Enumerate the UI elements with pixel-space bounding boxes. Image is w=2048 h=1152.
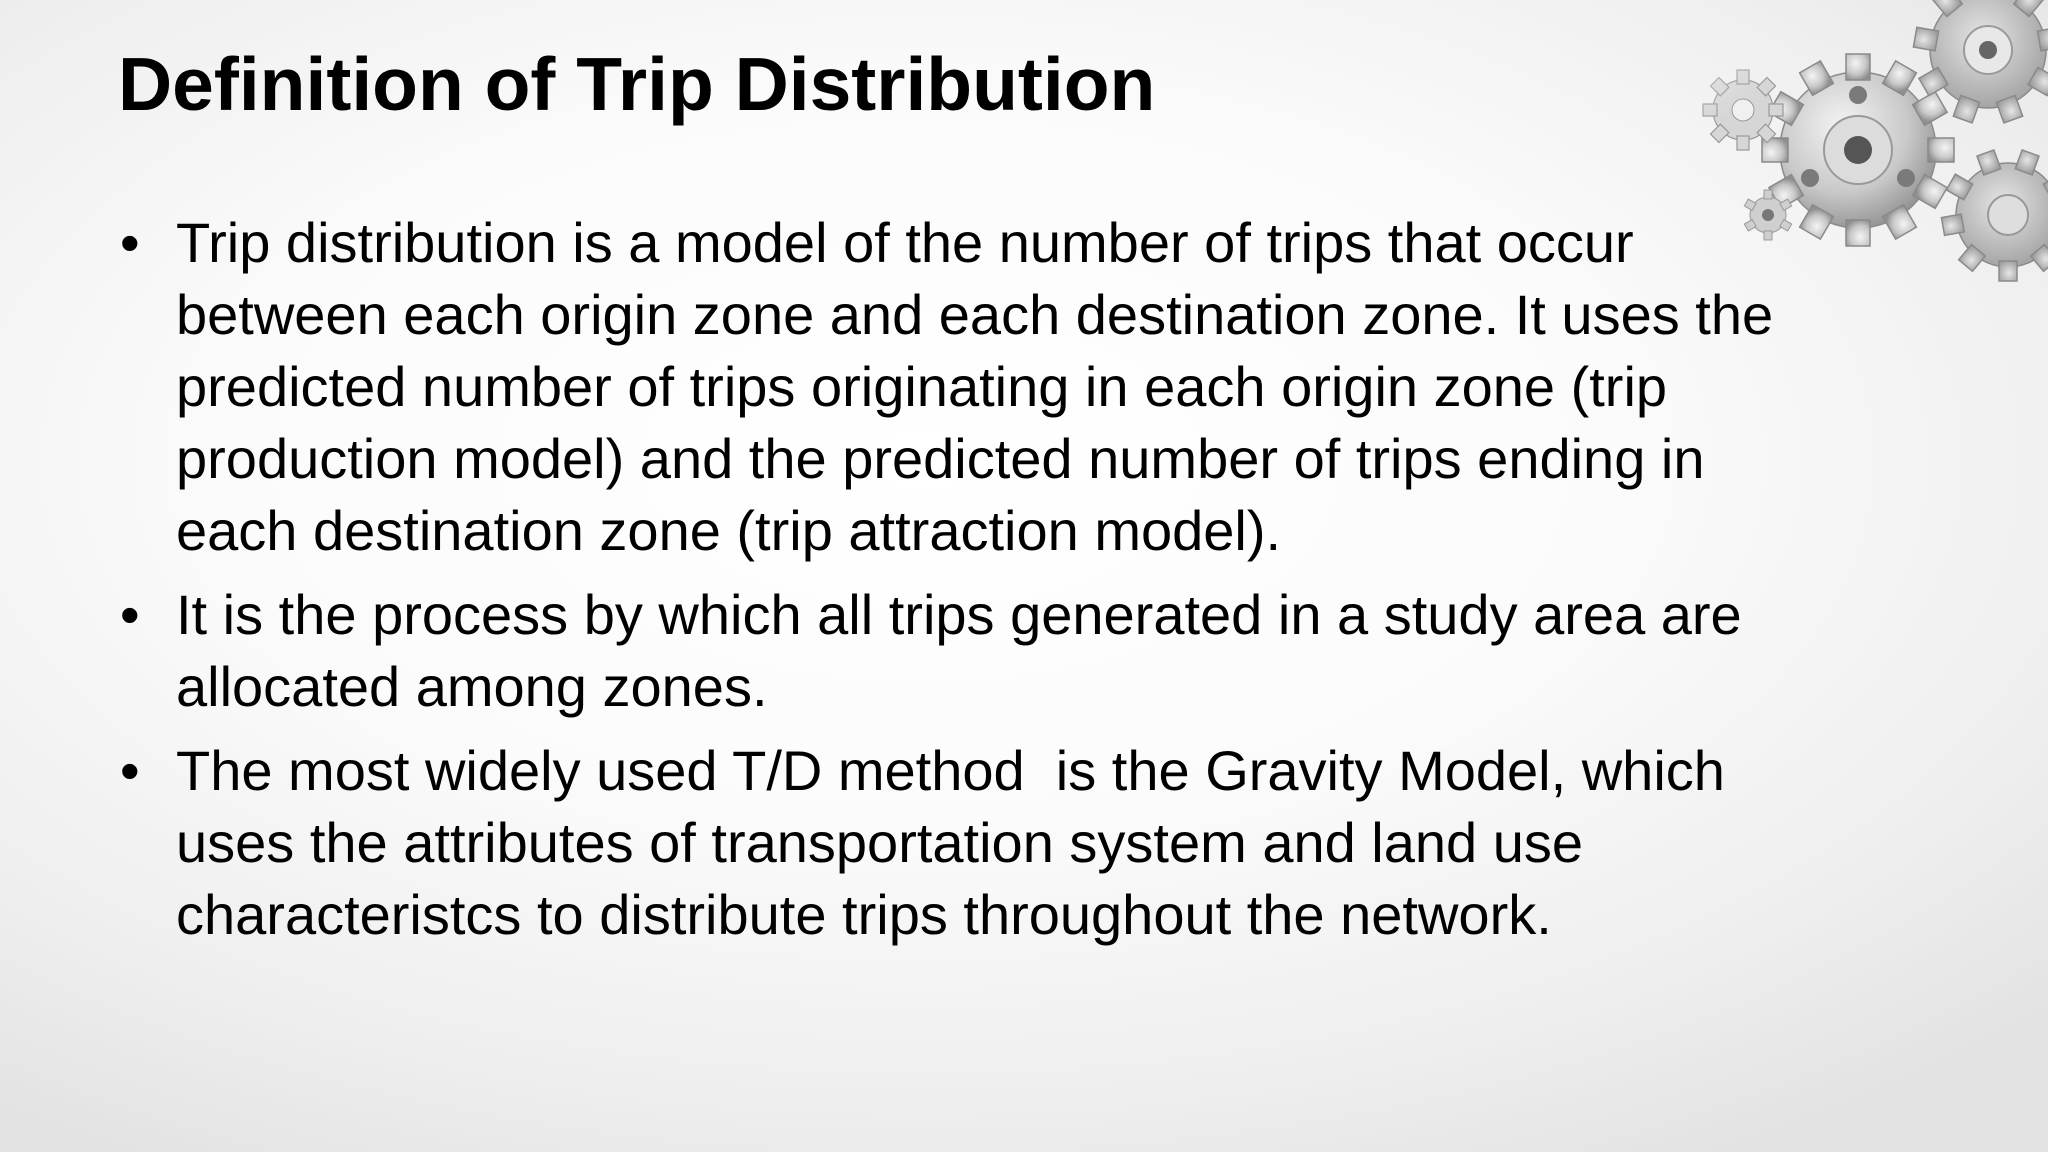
bullet-item [120, 735, 1920, 951]
bullet-text-line: uses the attributes of transportation system and land use [176, 811, 1584, 874]
bullet-text-line: each destination zone (trip attraction model). [176, 499, 1282, 562]
bullet-marker: • [120, 583, 140, 646]
bullet-marker: • [120, 739, 140, 802]
bullet-text-line: characteristcs to distribute trips throughout the network. [176, 883, 1552, 946]
bullet-text-line: The most widely used T/D method is the Gravity Model, which [176, 739, 1725, 802]
bullet-item [120, 579, 1920, 723]
bullet-text-line: allocated among zones. [176, 655, 768, 718]
bullet-list [120, 207, 1920, 951]
bullet-item [120, 207, 1920, 567]
bullet-text-line: It is the process by which all trips generated in a study area are [176, 583, 1742, 646]
bullet-text-line: production model) and the predicted number of trips ending in [176, 427, 1705, 490]
bullet-marker: • [120, 211, 140, 274]
bullet-text-line: between each origin zone and each destination zone. It uses the [176, 283, 1774, 346]
bullet-text-line: predicted number of trips originating in each origin zone (trip [176, 355, 1668, 418]
bullet-text-line: Trip distribution is a model of the number of trips that occur [176, 211, 1634, 274]
slide-title: Definition of Trip Distribution [118, 42, 1156, 126]
